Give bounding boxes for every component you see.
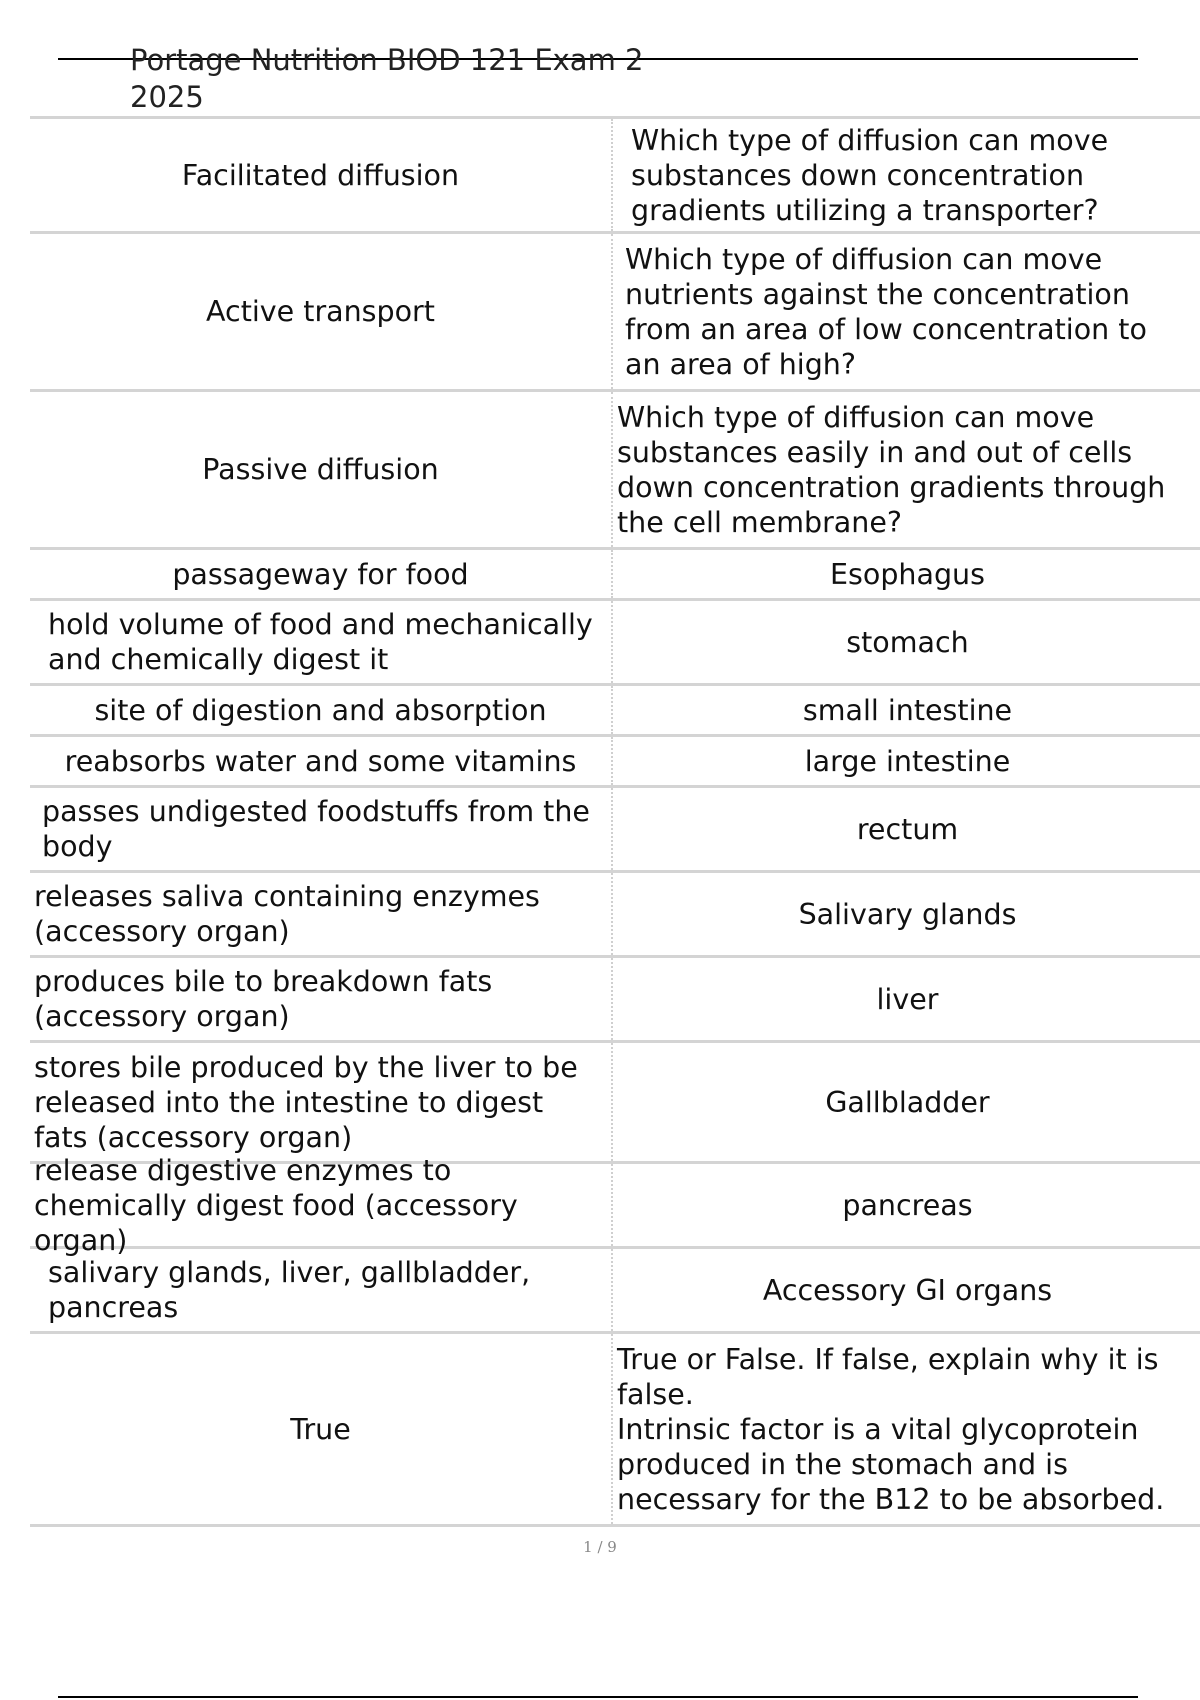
definition-cell: Gallbladder	[825, 1085, 990, 1119]
table-row	[30, 1153, 1200, 1257]
term-cell: True	[30, 1334, 613, 1524]
term-cell: reabsorbs water and some vitamins	[30, 737, 613, 785]
definition-cell: stomach	[846, 625, 969, 659]
term-cell: Facilitated diffusion	[30, 119, 613, 231]
definition-cell: Esophagus	[830, 557, 985, 591]
definition-cell: large intestine	[804, 744, 1011, 778]
term-cell: hold volume of food and mechanically and chemically digest it	[30, 601, 613, 683]
table-row	[30, 234, 1200, 392]
definition-cell: Accessory GI organs	[762, 1273, 1053, 1307]
term-cell: salivary glands, liver, gallbladder, pancreas	[30, 1249, 613, 1331]
document-title: Portage Nutrition BIOD 121 Exam 2 2025	[130, 43, 644, 114]
term-cell: releases saliva containing enzymes (accessory organ)	[30, 873, 613, 955]
term-cell: site of digestion and absorption	[30, 686, 613, 734]
table-row	[30, 1334, 1200, 1527]
term-cell: stores bile produced by the liver to be released into the intestine to digest fats (accessory organ)	[30, 1043, 613, 1161]
term-cell: Active transport	[30, 234, 613, 389]
term-cell: passes undigested foodstuffs from the body	[30, 788, 613, 870]
table-row	[30, 550, 1200, 601]
footer-rule	[58, 1696, 1138, 1698]
table-row	[30, 392, 1200, 550]
term-cell: produces bile to breakdown fats (accessory organ)	[30, 958, 613, 1040]
table-row	[30, 1249, 1200, 1334]
definition-cell: liver	[876, 982, 939, 1016]
definition-cell: Which type of diffusion can move substances easily in and out of cells down concentration gradients through the cell membrane?	[617, 400, 1166, 539]
table-row	[30, 119, 1200, 234]
table-row	[30, 601, 1200, 686]
definition-cell: pancreas	[842, 1188, 973, 1222]
table-row	[30, 737, 1200, 788]
table-row	[30, 686, 1200, 737]
term-cell: passageway for food	[30, 550, 613, 598]
page-number: 1 / 9	[583, 1538, 617, 1556]
term-cell: release digestive enzymes to chemically digest food (accessory organ)	[30, 1164, 613, 1246]
table-row	[30, 788, 1200, 873]
definition-cell: Which type of diffusion can move substances down concentration gradients utilizing a transporter?	[631, 123, 1109, 227]
table-row	[30, 873, 1200, 958]
definition-cell: Which type of diffusion can move nutrients against the concentration from an area of low concentration to an area of high?	[625, 242, 1147, 381]
table-row	[30, 1043, 1200, 1164]
flashcard-table	[30, 116, 1200, 1527]
definition-cell: True or False. If false, explain why it is false. Intrinsic factor is a vital glycoprotein produced in the stomach and is necessary for the B12 to be absorbed.	[617, 1342, 1165, 1516]
definition-cell: Salivary glands	[798, 897, 1017, 931]
table-row	[30, 958, 1200, 1043]
term-cell: Passive diffusion	[30, 392, 613, 547]
definition-cell: small intestine	[802, 693, 1013, 727]
definition-cell: rectum	[856, 812, 959, 846]
